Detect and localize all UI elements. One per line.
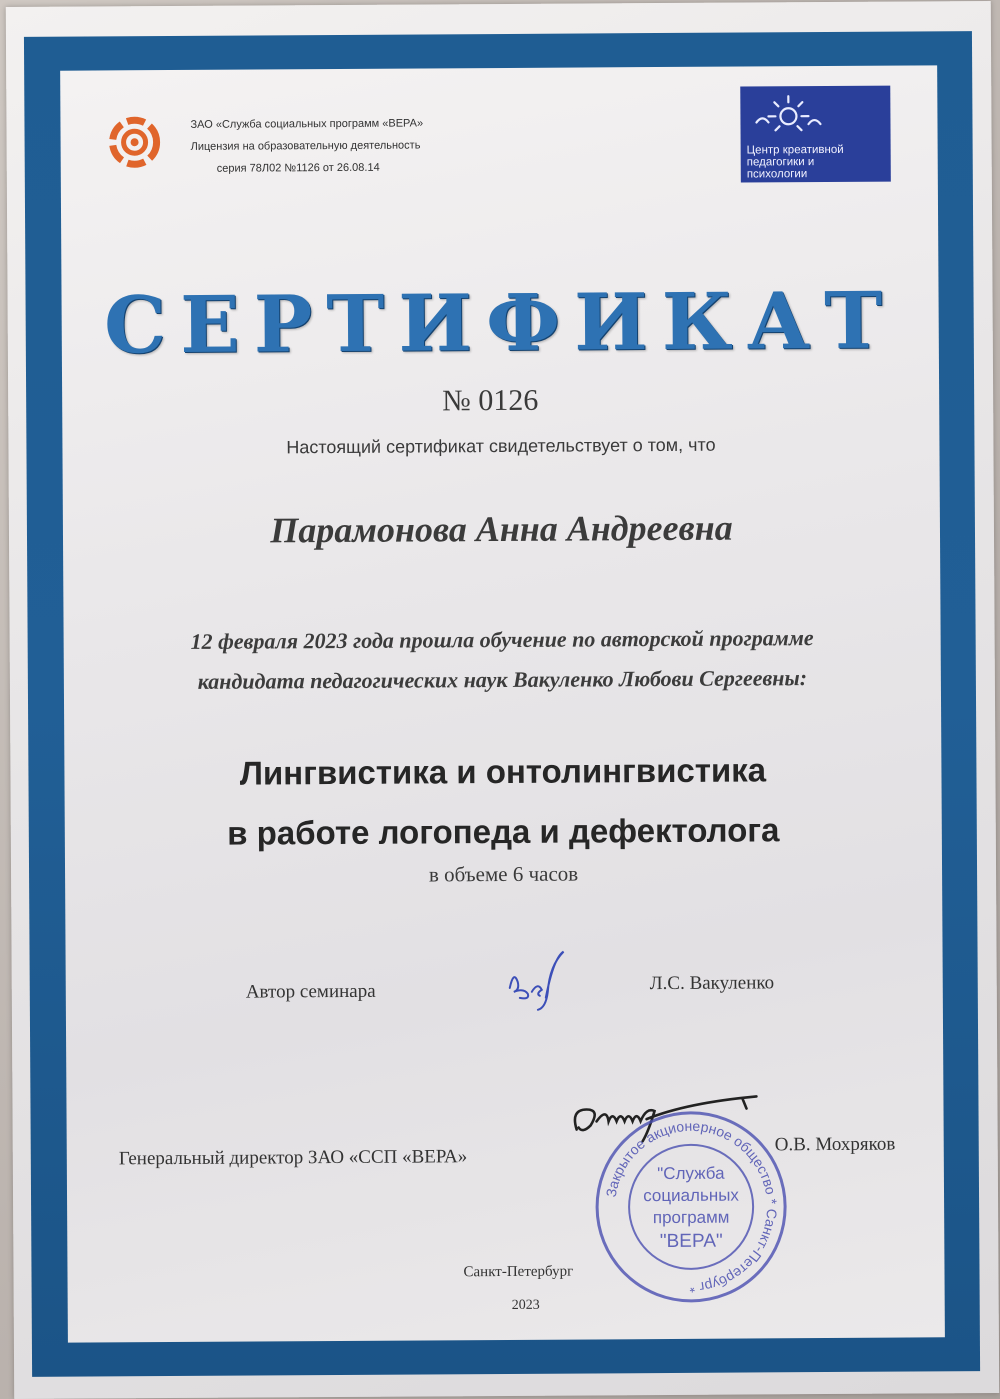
organization-name: ЗАО «Служба социальных программ «ВЕРА» [190,117,424,131]
completion-statement [64,617,941,702]
completion-line: кандидата педагогических наук Вакуленко Любови Сергеевны: [197,665,808,694]
sun-figure-icon [748,92,828,142]
author-label: Автор семинара [245,980,376,1003]
stamp-inner-line: "Служба [657,1163,725,1184]
organization-info [190,112,423,179]
certificate-number: № 0126 [442,383,539,418]
recipient-name: Парамонова Анна Андреевна [270,507,733,551]
author-signature [502,948,572,1018]
program-line: Лингвистика и онтолингвистика [239,751,767,792]
partner-logo [740,86,891,183]
gear-spiral-logo-icon [104,112,164,172]
certificate-intro: Настоящий сертификат свидетельствует о том, что [286,434,716,458]
certificate-frame [24,31,980,1377]
issue-year: 2023 [511,1297,540,1313]
license-series: серия 78Л02 №1126 от 26.08.14 [216,161,380,175]
organization-stamp [590,1106,791,1307]
stamp-inner-line: "ВЕРА" [659,1230,723,1253]
program-title [64,739,942,864]
partner-logo-line: Центр креативной [746,143,844,157]
author-name: Л.С. Вакуленко [649,972,775,995]
certificate-title: СЕРТИФИКАТ [103,275,897,372]
partner-logo-line: педагогики и [746,156,815,169]
issue-city: Санкт-Петербург [463,1263,574,1281]
certificate-sheet [6,1,999,1399]
license-line: Лицензия на образовательную деятельность [190,139,421,153]
completion-line: 12 февраля 2023 года прошла обучение по авторской программе [190,625,814,654]
stamp-inner-line: программ [652,1207,730,1228]
director-name: О.В. Мохряков [774,1133,896,1156]
partner-logo-line: психологии [746,168,808,181]
director-label: Генеральный директор ЗАО «ССП «ВЕРА» [118,1146,468,1170]
certificate-body [60,65,945,1342]
course-volume: в объеме 6 часов [428,861,579,887]
program-line: в работе логопеда и дефектолога [227,811,780,852]
stamp-inner-line: социальных [643,1185,739,1206]
stamp-outer-text: Закрытое акционерное общество * Санкт-Петербург * [602,1117,781,1296]
partner-logo-label [747,144,844,181]
